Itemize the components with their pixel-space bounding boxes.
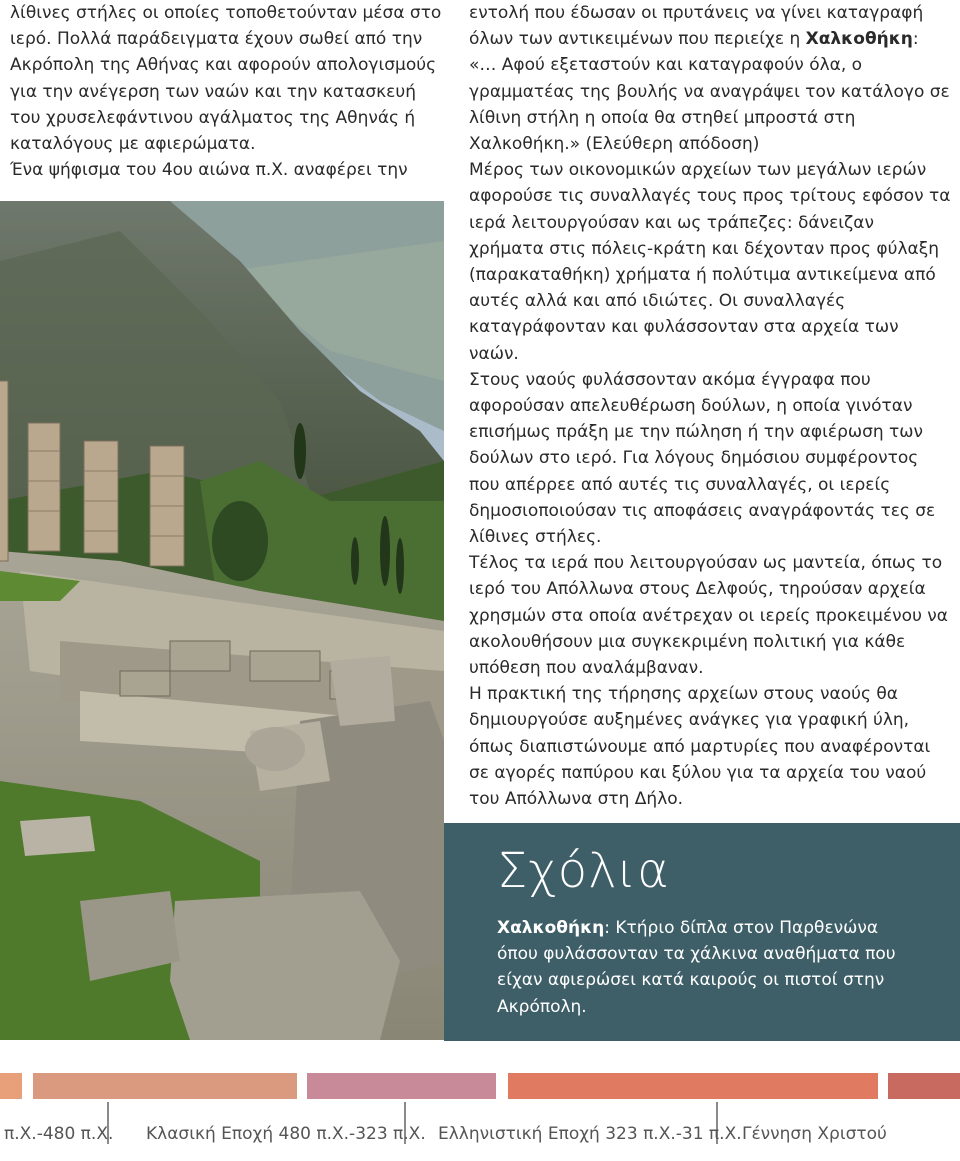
right-paragraph-1 xyxy=(469,0,951,157)
notes-term: Χαλκοθήκη xyxy=(497,918,605,938)
timeline-bar-4 xyxy=(508,1073,878,1099)
right-paragraph-4: Τέλος τα ιερά που λειτουργούσαν ως μαντεία, όπως το ιερό του Απόλλωνα στους Δελφούς, τηρούσαν αρχεία χρησμών στα οποία ανέτρεχαν οι ιερείς προκειμένου να ακολουθήσουν μια συγκεκριμένη πολιτική για κάθε υπόθεση που αναλάμβαναν. xyxy=(469,553,949,679)
left-paragraph-2: Ένα ψήφισμα του 4ου αιώνα π.Χ. αναφέρει την xyxy=(10,160,408,181)
timeline-label-birth-of-christ: Γέννηση Χριστού xyxy=(742,1124,887,1144)
chalkotheke-term: Χαλκοθήκη xyxy=(805,29,913,50)
right-paragraph-5: Η πρακτική της τήρησης αρχείων στους ναούς θα δημιουργούσε αυξημένες ανάγκες για γραφική ύλη, όπως διαπιστώνουμε από μαρτυρίες που αναφέρονται σε αγορές παπύρου και ξύλου για τα αρχεία του ναού του Απόλλωνα στη Δήλο. xyxy=(469,684,931,810)
timeline-label-archaic: π.Χ.-480 π.Χ. xyxy=(4,1124,114,1144)
notes-definition: : Κτήριο δίπλα στον Παρθενώνα όπου φυλάσσονταν τα χάλκινα αναθήματα που είχαν αφιερώσει κατά καιρούς οι πιστοί στην Ακρόπολη. xyxy=(497,918,896,1017)
right-column xyxy=(469,0,951,812)
timeline-bar-1 xyxy=(0,1073,22,1099)
right-paragraph-3: Στους ναούς φυλάσσονταν ακόμα έγγραφα που αφορούσαν απελευθέρωση δούλων, η οποία γινόταν επισήμως πράξη με την πώληση ή την αφιέρωση των δούλων στο ιερό. Για λόγους δημόσιου συμφέροντος που απέρρεε από αυτές τις συναλλαγές, οι ιερείς δημοσιοποιούσαν τις αποφάσεις αναγράφοντάς τες σε λίθινες στήλες. xyxy=(469,369,936,548)
timeline-label-classical: Κλασική Εποχή 480 π.Χ.-323 π.Χ. xyxy=(146,1124,426,1144)
right-paragraph-2: Μέρος των οικονομικών αρχείων των μεγάλων ιερών αφορούσε τις συναλλαγές τους προς τρίτους εφόσον τα ιερά λειτουργούσαν και ως τράπεζες: δάνειζαν χρήματα στις πόλεις-κράτη και δέχονταν προς φύλαξη (παρακαταθήκη) χρήματα ή πολύτιμα αντικείμενα από αυτές αλλά και από ιδιώτες. Οι συναλλαγές καταγράφονταν και φυλάσσονταν στα αρχεία των ναών. xyxy=(469,160,951,364)
notes-box xyxy=(444,823,960,1041)
left-paragraph-1: λίθινες στήλες οι οποίες τοποθετούνταν μέσα στο ιερό. Πολλά παράδειγματα έχουν σωθεί από την Ακρόπολη της Αθήνας και αφορούν απολογισμούς για την ανέγερση των ναών και την κατασκευή του χρυσελεφάντινου αγάλματος της Αθηνάς ή καταλόγους με αφιερώματα. xyxy=(10,3,442,155)
timeline-bar-3 xyxy=(307,1073,496,1099)
right-paragraph-1-text-a: εντολή που έδωσαν οι πρυτάνεις να γίνει καταγραφή όλων των αντικειμένων που περιείχε η xyxy=(469,3,924,50)
right-paragraph-1-text-b: : «… Αφού εξεταστούν και καταγραφούν όλα, ο γραμματέας της βουλής να αναγράψει τον κατάλογο σε λίθινη στήλη η οποία θα στηθεί μπροστά στη Χαλκοθήκη.» (Ελεύθερη απόδοση) xyxy=(469,29,950,155)
timeline-label-hellenistic: Ελληνιστική Εποχή 323 π.Χ.-31 π.Χ. xyxy=(438,1124,742,1144)
timeline-bar-2 xyxy=(33,1073,297,1099)
timeline-bar-5 xyxy=(888,1073,960,1099)
notes-title: Σχόλια xyxy=(497,843,670,899)
left-column xyxy=(10,0,442,183)
notes-body xyxy=(497,915,897,1020)
delphi-temple-photo xyxy=(0,201,444,1040)
